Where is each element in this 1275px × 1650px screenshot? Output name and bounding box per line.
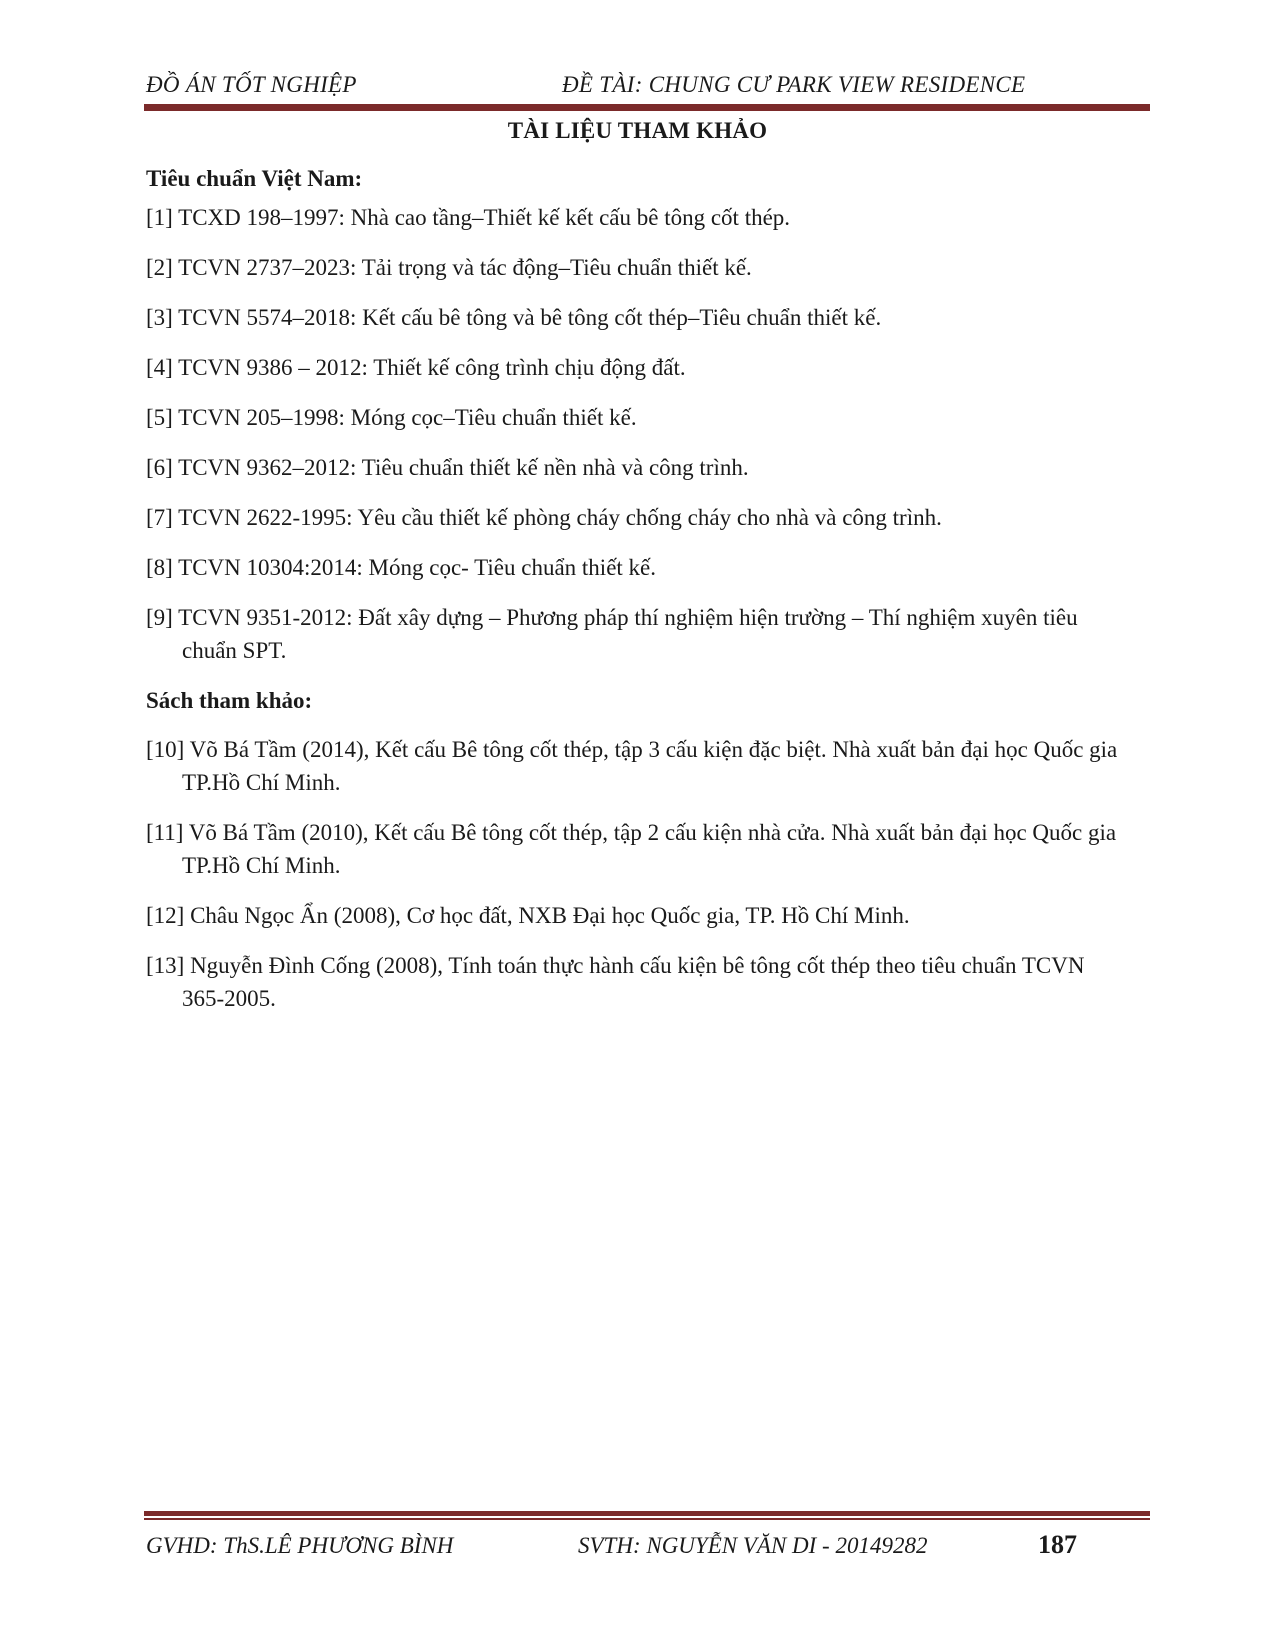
header-thesis-label: ĐỒ ÁN TỐT NGHIỆP [146,72,357,97]
reference-item: [5] TCVN 205–1998: Móng cọc–Tiêu chuẩn thiết kế. [146,405,637,430]
reference-item: [10] Võ Bá Tầm (2014), Kết cấu Bê tông cốt thép, tập 3 cấu kiện đặc biệt. Nhà xuất bản đại học Quốc gia TP.Hồ Chí Minh. [146,737,1118,795]
section-heading-standards: Tiêu chuẩn Việt Nam: [146,166,363,191]
reference-item: [8] TCVN 10304:2014: Móng cọc- Tiêu chuẩn thiết kế. [146,555,656,580]
section-heading-books: Sách tham khảo: [146,688,313,713]
footer-rule [144,1511,1150,1520]
page-title: TÀI LIỆU THAM KHẢO [507,118,768,143]
reference-item: [1] TCXD 198–1997: Nhà cao tầng–Thiết kế kết cấu bê tông cốt thép. [146,205,791,230]
reference-item: [11] Võ Bá Tầm (2010), Kết cấu Bê tông cốt thép, tập 2 cấu kiện nhà cửa. Nhà xuất bản đại học Quốc gia TP.Hồ Chí Minh. [146,820,1117,878]
page-number: 187 [1038,1530,1077,1559]
reference-item: [3] TCVN 5574–2018: Kết cấu bê tông và bê tông cốt thép–Tiêu chuẩn thiết kế. [146,305,882,330]
header-topic-label: ĐỀ TÀI: CHUNG CƯ PARK VIEW RESIDENCE [562,72,1026,97]
footer-student: SVTH: NGUYỄN VĂN DI - 20149282 [578,1533,928,1558]
reference-item: [9] TCVN 9351-2012: Đất xây dựng – Phương pháp thí nghiệm hiện trường – Thí nghiệm xuyên tiêu chuẩn SPT. [146,605,1078,663]
page-header [146,72,1146,102]
reference-item: [4] TCVN 9386 – 2012: Thiết kế công trình chịu động đất. [146,355,686,380]
reference-item: [6] TCVN 9362–2012: Tiêu chuẩn thiết kế nền nhà và công trình. [146,455,749,480]
reference-item: [2] TCVN 2737–2023: Tải trọng và tác động–Tiêu chuẩn thiết kế. [146,255,752,280]
reference-item: [13] Nguyễn Đình Cống (2008), Tính toán thực hành cấu kiện bê tông cốt thép theo tiêu chuẩn TCVN 365-2005. [146,953,1085,1011]
reference-item: [7] TCVN 2622-1995: Yêu cầu thiết kế phòng cháy chống cháy cho nhà và công trình. [146,505,942,530]
header-rule [144,104,1150,111]
page-footer [146,1530,1146,1565]
footer-advisor: GVHD: ThS.LÊ PHƯƠNG BÌNH [146,1533,454,1558]
references-body [146,162,1121,1032]
reference-item: [12] Châu Ngọc Ẩn (2008), Cơ học đất, NXB Đại học Quốc gia, TP. Hồ Chí Minh. [146,903,910,928]
